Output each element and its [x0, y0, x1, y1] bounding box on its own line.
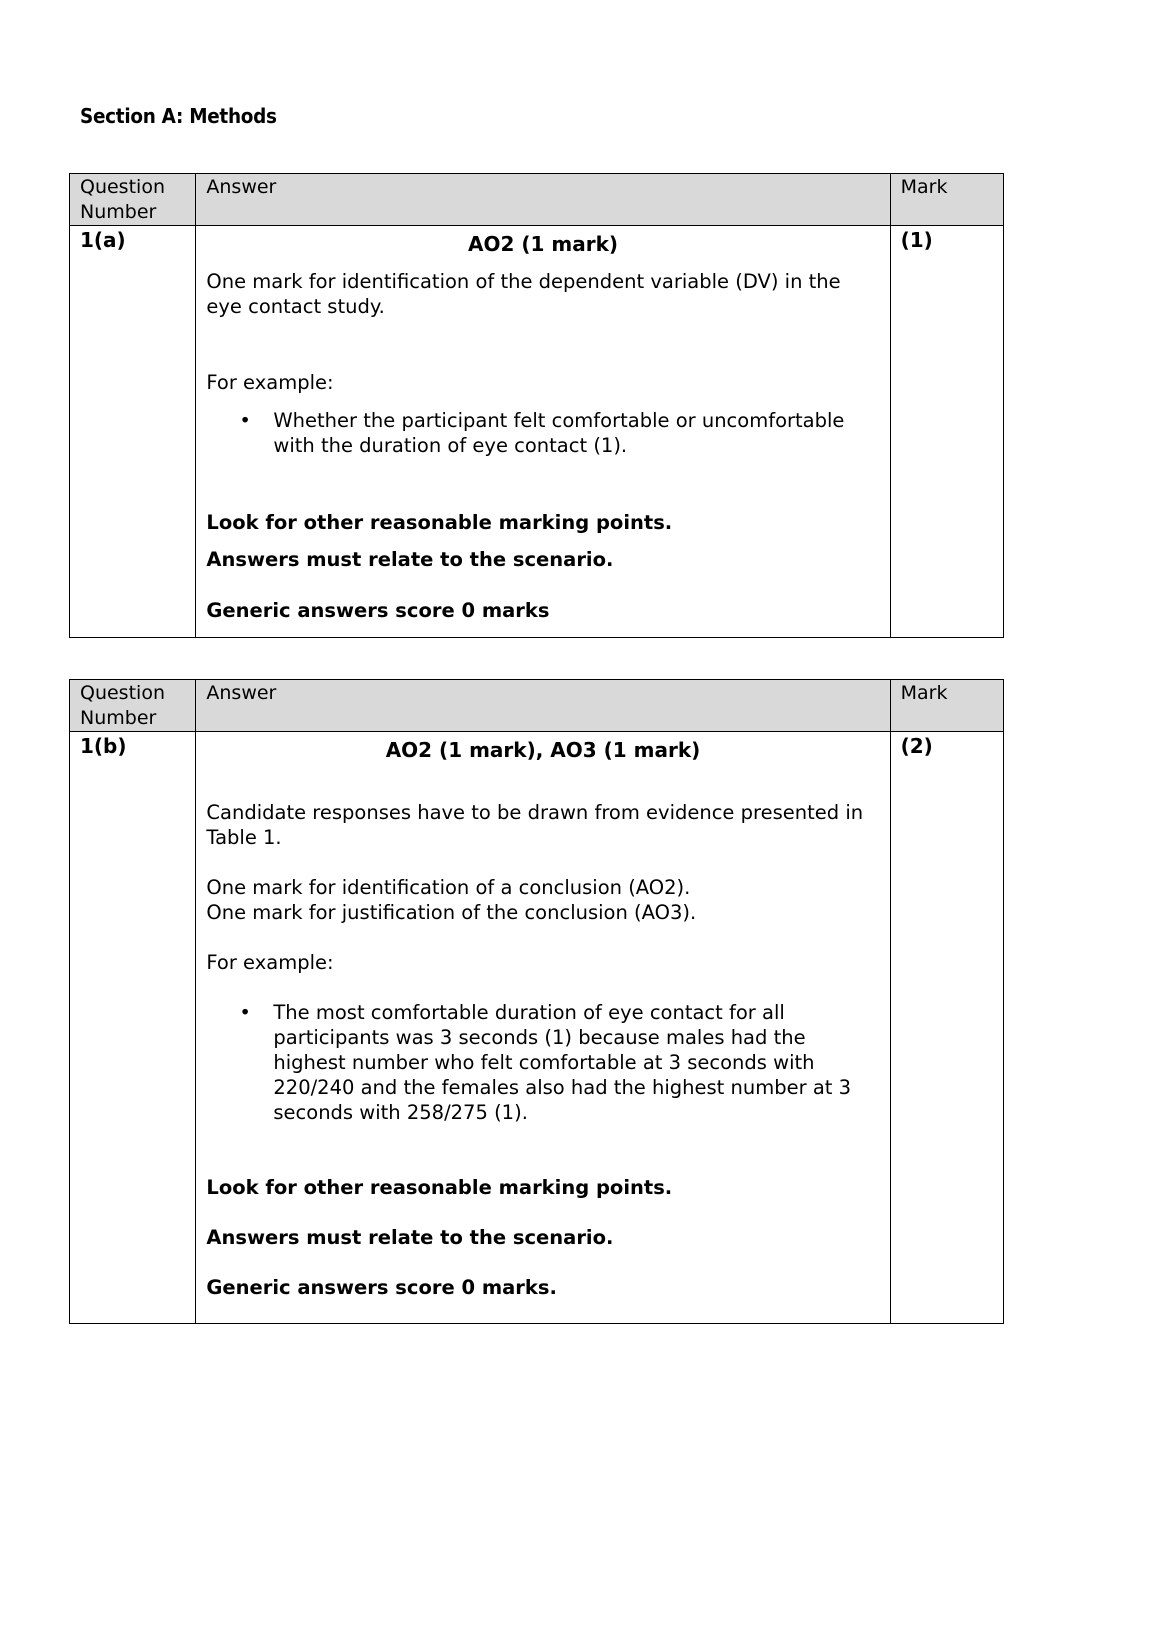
- table-header-row: [70, 174, 1004, 226]
- header-answer: Answer: [196, 174, 890, 226]
- header-mark: Mark: [890, 680, 1003, 732]
- mark-cell: [890, 226, 1003, 638]
- mark-value: (2): [900, 734, 933, 758]
- bullet-icon: •: [239, 1001, 251, 1024]
- answer-cell: [196, 732, 890, 1324]
- section-title: Section A: Methods: [80, 104, 277, 128]
- note-relate-scenario: Answers must relate to the scenario.: [206, 548, 614, 571]
- note-generic-answers: Generic answers score 0 marks.: [206, 1276, 557, 1299]
- question-number-cell: [70, 226, 196, 638]
- question-number: 1(b): [80, 734, 127, 758]
- note-relate-scenario: Answers must relate to the scenario.: [206, 1226, 614, 1249]
- header-answer: Answer: [196, 680, 890, 732]
- note-other-points: Look for other reasonable marking points.: [206, 1176, 673, 1199]
- question-number-cell: [70, 732, 196, 1324]
- question-number: 1(a): [80, 228, 126, 252]
- note-other-points: Look for other reasonable marking points.: [206, 511, 673, 534]
- table-header-row: [70, 680, 1004, 732]
- mark-value: (1): [900, 228, 933, 252]
- for-example-label: For example:: [206, 951, 334, 974]
- assessment-objective: AO2 (1 mark): [467, 232, 619, 256]
- header-question-number: Question Number: [70, 174, 196, 226]
- answer-intro: One mark for identification of the dependent variable (DV) in the eye contact study.: [206, 270, 841, 318]
- answer-cell: [196, 226, 890, 638]
- table-row: [70, 226, 1004, 638]
- table-row: [70, 732, 1004, 1324]
- mark-scheme-table-1a: [69, 173, 1004, 638]
- mark-cell: [890, 732, 1003, 1324]
- bullet-icon: •: [239, 409, 251, 432]
- answer-intro: Candidate responses have to be drawn from evidence presented in Table 1.: [206, 801, 864, 849]
- example-list: [206, 408, 879, 458]
- header-question-number: Question Number: [70, 680, 196, 732]
- header-mark: Mark: [890, 174, 1003, 226]
- example-list: [206, 1000, 879, 1125]
- assessment-objective: AO2 (1 mark), AO3 (1 mark): [385, 738, 701, 762]
- note-generic-answers: Generic answers score 0 marks: [206, 599, 550, 622]
- for-example-label: For example:: [206, 371, 334, 394]
- list-item: • The most comfortable duration of eye contact for all participants was 3 seconds (1) because males had the highest number who felt comfortable at 3 seconds with 220/240 and the females also had the highest number at 3 seconds with 258/275 (1).: [239, 1001, 852, 1124]
- mark-scheme-table-1b: [69, 679, 1004, 1324]
- mark-line-ao3: One mark for justification of the conclusion (AO3).: [206, 901, 697, 924]
- mark-line-ao2: One mark for identification of a conclusion (AO2).: [206, 876, 691, 899]
- list-item: • Whether the participant felt comfortable or uncomfortable with the duration of eye contact (1).: [239, 409, 845, 457]
